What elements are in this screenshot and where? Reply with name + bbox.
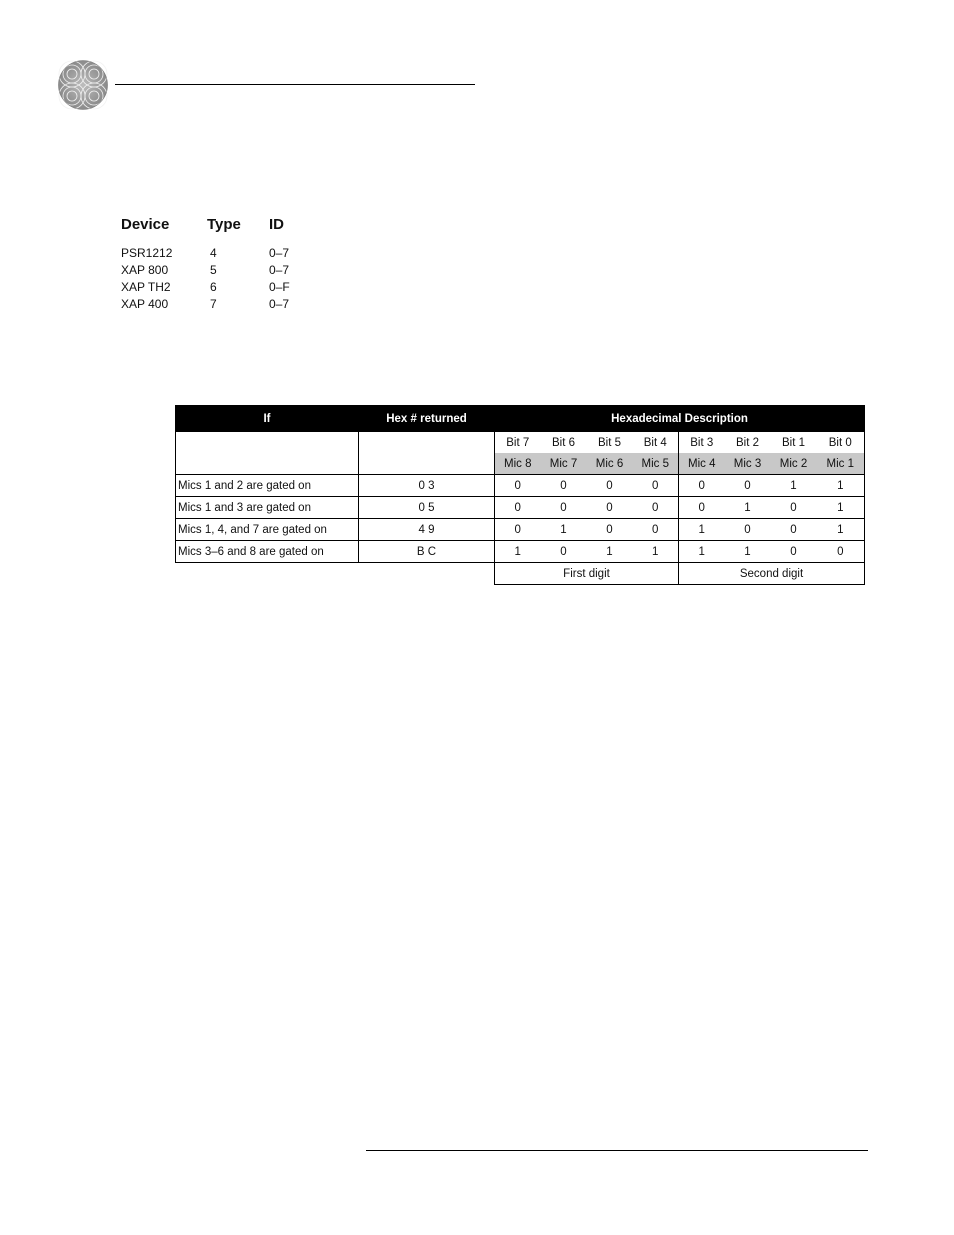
bit-value: 1 [679,541,725,563]
bit-value: 0 [495,497,541,519]
device-cell: XAP TH2 [121,280,171,294]
mic-label: Mic 1 [817,453,865,475]
bit-label: Bit 0 [817,432,865,454]
bit-value: 1 [725,541,771,563]
table-row [176,497,865,519]
table-row [176,541,865,563]
mic-label: Mic 5 [633,453,679,475]
type-header: Type [207,216,241,233]
bit-value: 0 [541,497,587,519]
device-cell: XAP 400 [121,297,169,311]
bit-value: 1 [679,519,725,541]
hex-value: 0 5 [359,497,495,519]
bit-value: 0 [495,475,541,497]
if-header: If [176,406,359,432]
bit-value: 1 [817,475,865,497]
header-rule [115,84,475,85]
bit-value: 1 [495,541,541,563]
empty-cell [176,563,359,585]
bit-value: 0 [725,519,771,541]
first-digit-label: First digit [495,563,679,585]
table-row [121,279,290,296]
bit-row [176,432,865,454]
device-table-header [121,216,290,245]
bit-label: Bit 6 [541,432,587,454]
mic-label: Mic 4 [679,453,725,475]
mic-label: Mic 2 [771,453,817,475]
hex-value: B C [359,541,495,563]
condition-label: Mics 1, 4, and 7 are gated on [176,519,359,541]
table-row [176,519,865,541]
bit-value: 0 [587,497,633,519]
bit-value: 1 [725,497,771,519]
table-row [121,262,290,279]
id-cell: 0–7 [269,297,290,311]
condition-label: Mics 1 and 2 are gated on [176,475,359,497]
bit-value: 0 [679,475,725,497]
type-cell: 7 [210,297,217,311]
type-cell: 4 [210,246,217,260]
logo-icon [58,60,108,110]
bit-label: Bit 3 [679,432,725,454]
bit-value: 1 [817,519,865,541]
bit-value: 0 [495,519,541,541]
if-blank-cell [176,432,359,475]
bit-value: 1 [541,519,587,541]
bit-value: 0 [725,475,771,497]
mic-label: Mic 6 [587,453,633,475]
bit-label: Bit 1 [771,432,817,454]
bit-value: 0 [771,519,817,541]
digit-row [176,563,865,585]
hex-table-header [176,406,865,432]
bit-value: 0 [771,497,817,519]
bit-label: Bit 2 [725,432,771,454]
bit-value: 0 [587,519,633,541]
id-cell: 0–F [269,280,290,294]
bit-value: 1 [633,541,679,563]
bit-value: 0 [541,541,587,563]
bit-label: Bit 5 [587,432,633,454]
bit-value: 1 [771,475,817,497]
bit-value: 0 [771,541,817,563]
mic-label: Mic 3 [725,453,771,475]
table-row [121,245,290,262]
bit-value: 0 [633,519,679,541]
bit-label: Bit 4 [633,432,679,454]
hex-value: 0 3 [359,475,495,497]
device-cell: PSR1212 [121,246,173,260]
mic-label: Mic 8 [495,453,541,475]
id-cell: 0–7 [269,263,290,277]
table-row [176,475,865,497]
hex-blank-cell [359,432,495,475]
bit-value: 1 [817,497,865,519]
table-row [121,296,290,313]
hex-description-table [175,405,865,585]
bit-value: 0 [587,475,633,497]
bit-value: 0 [541,475,587,497]
condition-label: Mics 3–6 and 8 are gated on [176,541,359,563]
hex-value: 4 9 [359,519,495,541]
bit-label: Bit 7 [495,432,541,454]
second-digit-label: Second digit [679,563,865,585]
id-cell: 0–7 [269,246,290,260]
id-header: ID [269,216,284,233]
hex-description-header: Hexadecimal Description [495,406,865,432]
condition-label: Mics 1 and 3 are gated on [176,497,359,519]
mic-label: Mic 7 [541,453,587,475]
bit-value: 0 [633,497,679,519]
footer-rule [366,1150,868,1151]
type-cell: 5 [210,263,217,277]
device-type-table [121,216,290,313]
type-cell: 6 [210,280,217,294]
bit-value: 0 [633,475,679,497]
bit-value: 0 [817,541,865,563]
empty-cell [359,563,495,585]
device-header: Device [121,216,170,233]
bit-value: 0 [679,497,725,519]
bit-value: 1 [587,541,633,563]
device-cell: XAP 800 [121,263,169,277]
hex-returned-header: Hex # returned [359,406,495,432]
